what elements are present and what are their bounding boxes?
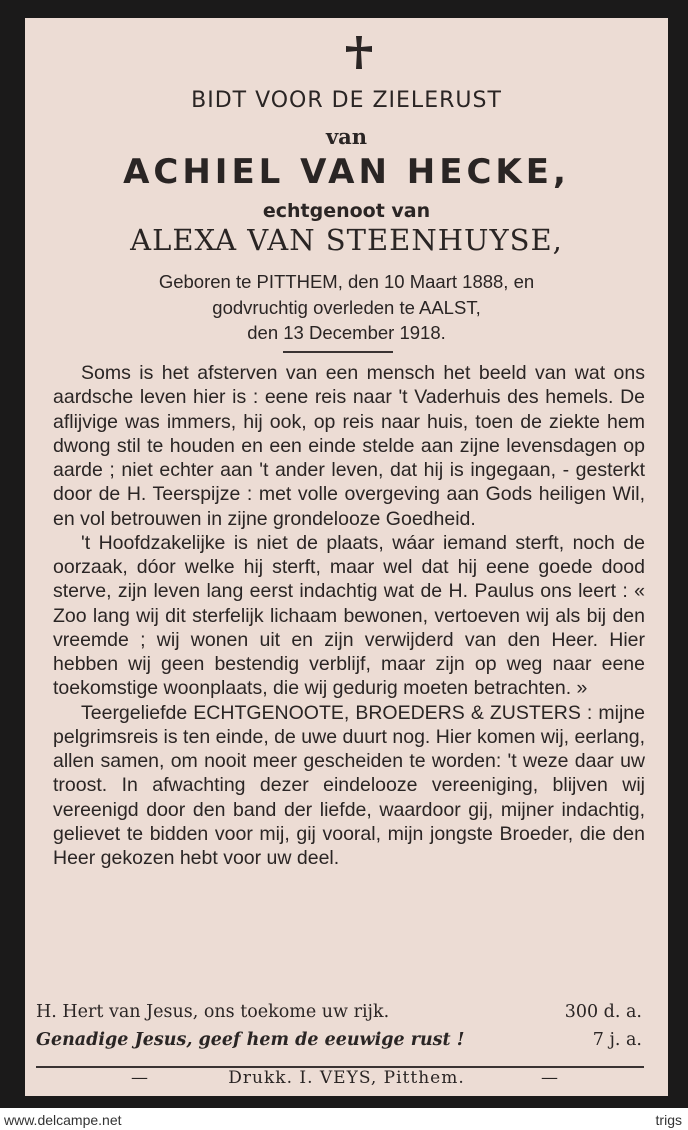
paragraph: Teergeliefde ECHTGENOOTE, BROEDERS & ZUSTERS : mijne pelgrimsreis is ten einde, de uwe duurt nog. Hier komen wij, eerlang, allen samen, om nooit meer gescheiden te worden: 't weze daar uw troost. In afwachting dezer eindelooze vereeniging, blijven wij vereenigd door den band der liefde, waardoor gij, mijner indachtig, gelievet te bidden voor mij, gij vooral, mijn jongste Broeder, die den Heer gekozen hebt voor uw deel. — [53, 701, 645, 869]
watermark-left: www.delcampe.net — [4, 1112, 122, 1128]
prayer-text: H. Hert van Jesus, ons toekome uw rijk. — [36, 1002, 390, 1022]
paragraph: 't Hoofdzakelijke is niet de plaats, wáar iemand sterft, noch de oorzaak, dóor welke hij sterft, maar wel dat hij eene goede dood sterve, zijn leven lang eerst indachtig wat de H. Paulus ons leert : « Zoo lang wij dit sterfelijk lichaam bewonen, vertoeven wij als bij den vreemde ; wij wonen uit en zijn verwijderd van den Heer. Hier hebben wij geen bestendig verblijf, maar zijn op weg naar eene toekomstige woonplaats, die wij gedurig moeten betrachten. » — [53, 531, 645, 700]
watermark-right: trigs — [655, 1112, 682, 1128]
divider — [283, 351, 393, 353]
footer-dash-right: — — [541, 1068, 558, 1088]
spouse-name: ALEXA VAN STEENHUYSE, — [130, 223, 563, 257]
van-label: van — [325, 124, 368, 149]
prayer-line-1 — [36, 1002, 642, 1022]
birth-line: Geboren te PITTHEM, den 10 Maart 1888, en — [158, 271, 535, 292]
paragraph: Soms is het afsterven van een mensch het beeld van wat ons aardsche leven hier is : eene reis naar 't Vaderhuis des hemels. De aflijvige was immers, hij ook, op reis naar huis, toen de ziekte hem dwong stil te houden en een einde stelde aan zijne levensdagen op aarde ; niet echter aan 't ander leven, dat hij is ingegaan, - gesterkt door de H. Teerspijze : met volle overgeving aan Gods heiligen Wil, en vol betrouwen in zijne grondelooze Goedheid. — [53, 362, 645, 530]
cross-icon — [339, 34, 379, 72]
prayer-heading: BIDT VOOR DE ZIELERUST — [191, 88, 502, 113]
memorial-card — [25, 18, 668, 1096]
footer-dash-left: — — [131, 1068, 148, 1088]
prayer-text: Genadige Jesus, geef hem de eeuwige rust ! — [36, 1030, 465, 1050]
spouse-intro: echtgenoot van — [262, 200, 431, 222]
indulgence-note: 7 j. a. — [592, 1030, 642, 1050]
printer-credit: Drukk. I. VEYS, Pitthem. — [228, 1068, 465, 1088]
indulgence-note: 300 d. a. — [564, 1002, 642, 1022]
prayer-line-2 — [36, 1030, 642, 1050]
death-line: godvruchtig overleden te AALST, — [212, 297, 481, 318]
death-date: den 13 December 1918. — [247, 322, 446, 343]
deceased-name: ACHIEL VAN HECKE, — [123, 152, 570, 192]
memorial-text — [53, 361, 645, 870]
